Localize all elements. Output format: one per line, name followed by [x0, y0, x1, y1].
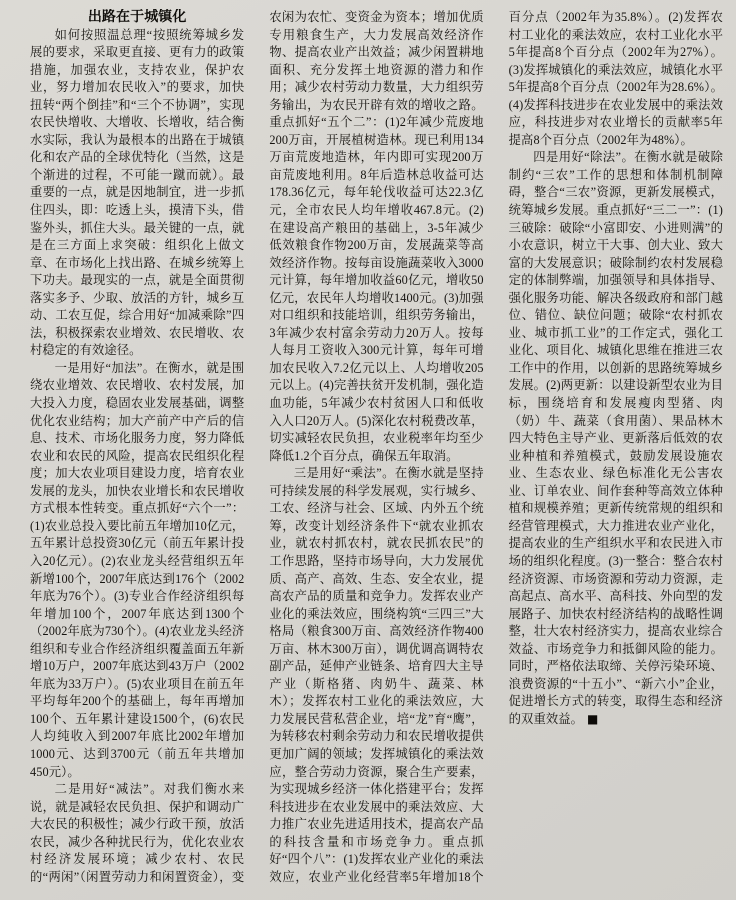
article-body: [30, 9, 723, 888]
article-paragraph: 二是用好“减法”。对我们衡水来说，就是减轻农民负担、保护和调动广大农民的积极性；减少行政干预，放活农民，减少各种扰民行为，优化农业农村经济发展环境；减少农村、农民的“两闲”（闲置劳动力和闲置资金），变农闲为农忙、变资金为资本；增加优质专用粮食生产，大力发展高效经济作物、提高农业产出效益；减少闲置耕地面积、充分发挥土地资源的潜力和作用；减少农村劳动力数量，大力组织劳务输出，为农民开辟有效的增收之路。重点抓好“五个二”：(1)2年减少荒废地200万亩，开展植树造林。现已利用134万亩荒废地造林，年内即可实现200万亩荒废地利用。8年后造林总收益可达178.36亿元，每年轮伐收益可达22.3亿元，全市农民人均年增收467.8元。(2)在建设高产粮田的基础上，3-5年减少低效粮食作物200万亩，发展蔬菜等高效经济作物。按每亩设施蔬菜收入3000元计算，每年增加收益60亿元，增收50亿元，农民年人均增收1400元。(3)加强对口组织和技能培训，组织劳务输出，3年减少农村富余劳动力20万人。按每人每月工资收入300元计算，每年可增加农民收入7.2亿元以上、人均增收205元以上。(4)完善扶贫开发机制，强化造血功能，5年减少农村贫困人口和低收入人口20万人。(5)深化农村税费改革，切实减轻农民负担，农业税率年均至少降低1.2个百分点，确保五年取消。: [30, 10, 484, 884]
article-paragraph: 一是用好“加法”。在衡水，就是围绕农业增效、农民增收、农村发展，加大投入力度，稳固农业发展基础，调整优化农业结构；加大产前产中产后的信息、技术、市场化服务力度，努力降低农业和农民的风险，提高农民组织化程度；加大农业项目建设力度，培育农业发展的龙头，加快农业增长和农民增收方式根本性转变。重点抓好“六个一”：(1)农业总投入要比前五年增加10亿元，五年累计总投资30亿元（前五年累计投入20亿元）。(2)农业龙头经营组织五年新增100个，2007年底达到176个（2002年底为76个）。(3)专业合作经济组织每年增加100个，2007年底达到1300个（2002年底为730个）。(4)农业龙头经济组织和专业合作经济组织覆盖面五年新增10万户，2007年底达到43万户（2002年底为33万户）。(5)农业项目在前五年平均每年200个的基础上，每年再增加100个、五年累计建设1500个，(6)农民人均纯收入到2007年底比2002年增加1000元、达到3700元（前五年共增加450元）。: [30, 360, 245, 779]
article-paragraph: 四是用好“除法”。在衡水就是破除制约“三农”工作的思想和体制机制障碍，整合“三农”资源，更新发展模式，统筹城乡发展。重点抓好“三二一”：(1)三破除：破除“小富即安、小进则满”的小农意识，树立干大事、创大业、致大富的大发展意识；破除制约农村发展稳定的体制弊端，加强领导和具体指导、强化服务功能、解决各级政府和部门越位、错位、缺位问题；破除“农村抓农业、城市抓工业”的工作定式，强化工业化、项目化、城镇化思维在推进三农工作中的作用，以创新的思路统筹城乡发展。(2)两更新：以建设新型农业为目标，围绕培育和发展瘦肉型猪、肉（奶）牛、蔬菜（食用菌）、果品林木四大特色主导产业、更新落后低效的农业种植和养殖模式，鼓励发展设施农业、生态农业、绿色标准化无公害农业、订单农业、间作套种等高效立体种植和规模养殖；更新传统常规的组织和经营管理模式，大力推进农业产业化，提高农业的生产组织水平和农民进入市场的组织化程度。(3)一整合：整合农村经济资源、市场资源和劳动力资源，走高起点、高水平、高科技、外向型的发展路子、加快农村经济结构的战略性调整，壮大农村经济实力，提高农业综合效益、市场竞争力和抵御风险的能力。同时，严格依法取缔、关停污染环境、浪费资源的“十五小”、“新六小”企业，促进增长方式的转变，取得生态和经济的双重效益。 ■: [508, 150, 723, 726]
article-columns: [30, 9, 723, 888]
article-paragraph: 三是用好“乘法”。在衡水就是坚持可持续发展的科学发展观，实行城乡、工农、经济与社会、区域、内外五个统筹，改变计划经济条件下“就农业抓农业，就农村抓农村，就农民抓农民”的工作思路，坚持市场导向，大力发展优质、高产、高效、生态、安全农业，提高农产品的质量和竞争力。发挥农业产业化的乘法效应，围绕构筑“三四三”大格局（粮食300万亩、高效经济作物400万亩、林木300万亩），调优调高调特农副产品，延伸产业链条、培育四大主导产业（斯格猪、肉奶牛、蔬菜、林木）；发挥农村工业化的乘法效应，大力发展民营私营企业，培“龙”育“鹰”，为转移农村剩余劳动力和农民增收提供更加广阔的领域；发挥城镇化的乘法效应，整合劳动力资源，聚合生产要素，为实现城乡经济一体化搭建平台；发挥科技进步在农业发展中的乘法效应、大力推广农业先进适用技术，提高农产品的科技含量和市场竞争力。重点抓好“四个八”：(1)发挥农业产业化的乘法效应，农业产业化经营率5年增加18个百分点（2002年为35.8%）。(2)发挥农村工业化的乘法效应，农村工业化水平5年提高8个百分点（2002年为27%）。(3)发挥城镇化的乘法效应，城镇化水平5年提高8个百分点（2002年为28.6%）。(4)发挥科技进步在农业发展中的乘法效应，科技进步对农业增长的贡献率5年提高8个百分点（2002年为48%）。: [269, 10, 723, 884]
end-of-article-mark: ■: [583, 711, 599, 726]
article-paragraph: 如何按照温总理“按照统筹城乡发展的要求，采取更直接、更有力的政策措施，加强农业，支持农业，保护农业，努力增加农民收入”的要求，加快扭转“两个倒挂”和“三个不协调”，实现农民快增收、大增收、长增收，结合衡水实际，我认为最根本的出路在于城镇化和农产品的全球优特化（当然，这是个渐进的过程，不可能一蹴而就）。最重要的一点，就是因地制宜，进一步抓住四头，即：吃透上头，摸清下头，借鉴外头，抓住大头。最关键的一点，就是在三方面上求突破：组织化上做文章、在市场化上找出路、在城乡统筹上下功夫。最现实的一点，就是全面贯彻落实多予、少取、放活的方针，城乡互动、工农互促，综合用好“加减乘除”四法，积极探索农业增效、农民增收、农村稳定的有效途径。: [30, 27, 245, 358]
article-title: 出路在于城镇化: [87, 10, 187, 25]
